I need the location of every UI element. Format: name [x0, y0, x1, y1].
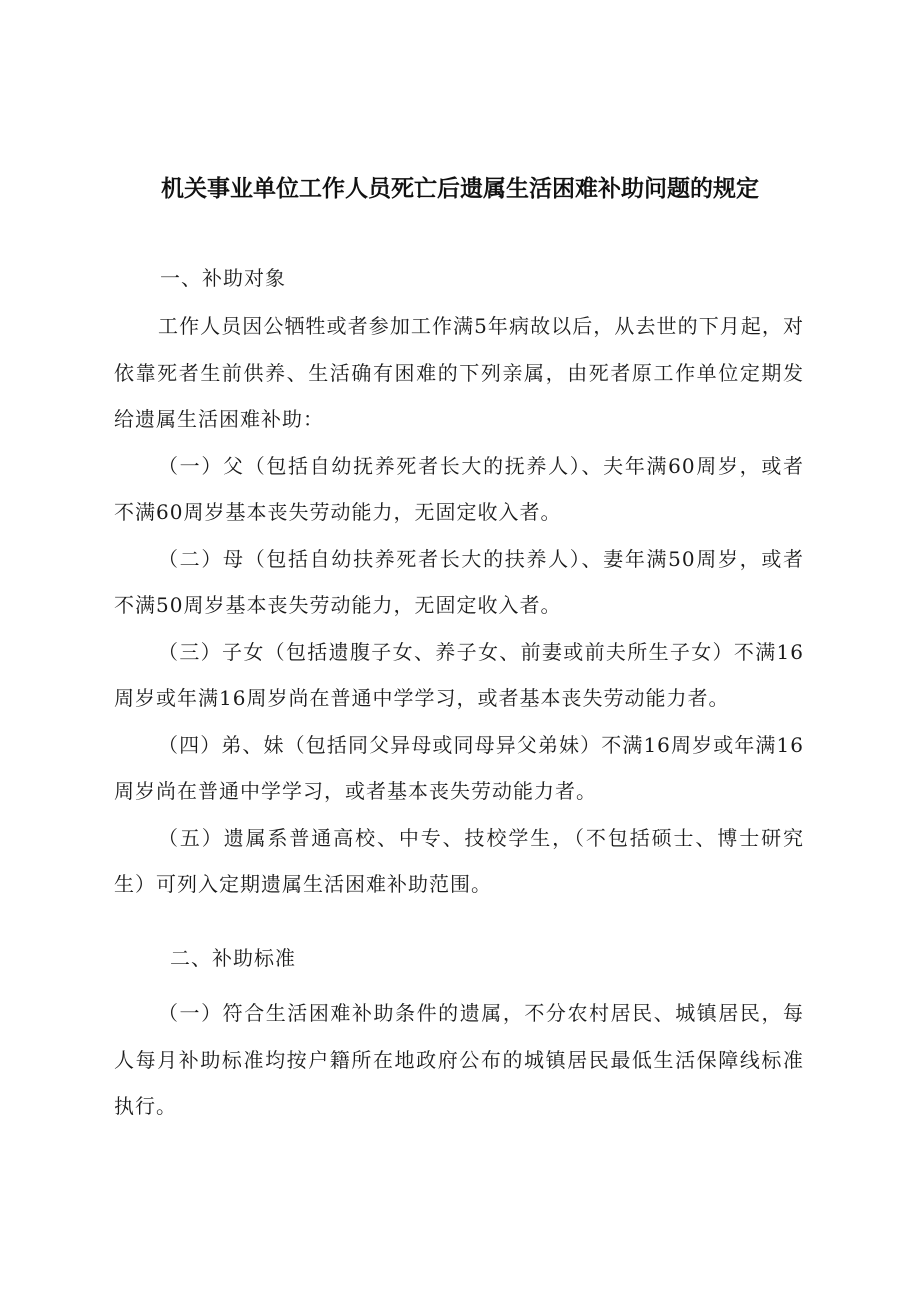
section-heading-subsidy-recipients: 一、补助对象: [160, 266, 286, 290]
section1-item-4: （四）弟、妹（包括同父异母或同母异父弟妹）不满16周岁或年满16周岁尚在普通中学学习，或者基本丧失劳动能力者。: [114, 732, 804, 803]
section1-item-5: （五）遗属系普通高校、中专、技校学生，（不包括硕士、博士研究生）可列入定期遗属生活困难补助范围。: [114, 825, 804, 896]
section1-intro-paragraph: 工作人员因公牺牲或者参加工作满5年病故以后，从去世的下月起，对依靠死者生前供养、生活确有困难的下列亲属，由死者原工作单位定期发给遗属生活困难补助：: [114, 314, 804, 431]
document-title: 机关事业单位工作人员死亡后遗属生活困难补助问题的规定: [161, 176, 759, 202]
section1-item-3: （三）子女（包括遗腹子女、养子女、前妻或前夫所生子女）不满16周岁或年满16周岁尚在普通中学学习，或者基本丧失劳动能力者。: [114, 639, 804, 710]
section-heading-subsidy-standard: 二、补助标准: [170, 946, 296, 970]
section2-item-1: （一）符合生活困难补助条件的遗属，不分农村居民、城镇居民，每人每月补助标准均按户籍所在地政府公布的城镇居民最低生活保障线标准执行。: [114, 1001, 804, 1118]
section1-item-1: （一）父（包括自幼抚养死者长大的抚养人）、夫年满60周岁，或者不满60周岁基本丧失劳动能力，无固定收入者。: [114, 453, 804, 524]
section1-body: [114, 303, 804, 908]
section2-body: [114, 990, 804, 1130]
section1-item-2: （二）母（包括自幼扶养死者长大的扶养人）、妻年满50周岁，或者不满50周岁基本丧失劳动能力，无固定收入者。: [114, 546, 804, 617]
